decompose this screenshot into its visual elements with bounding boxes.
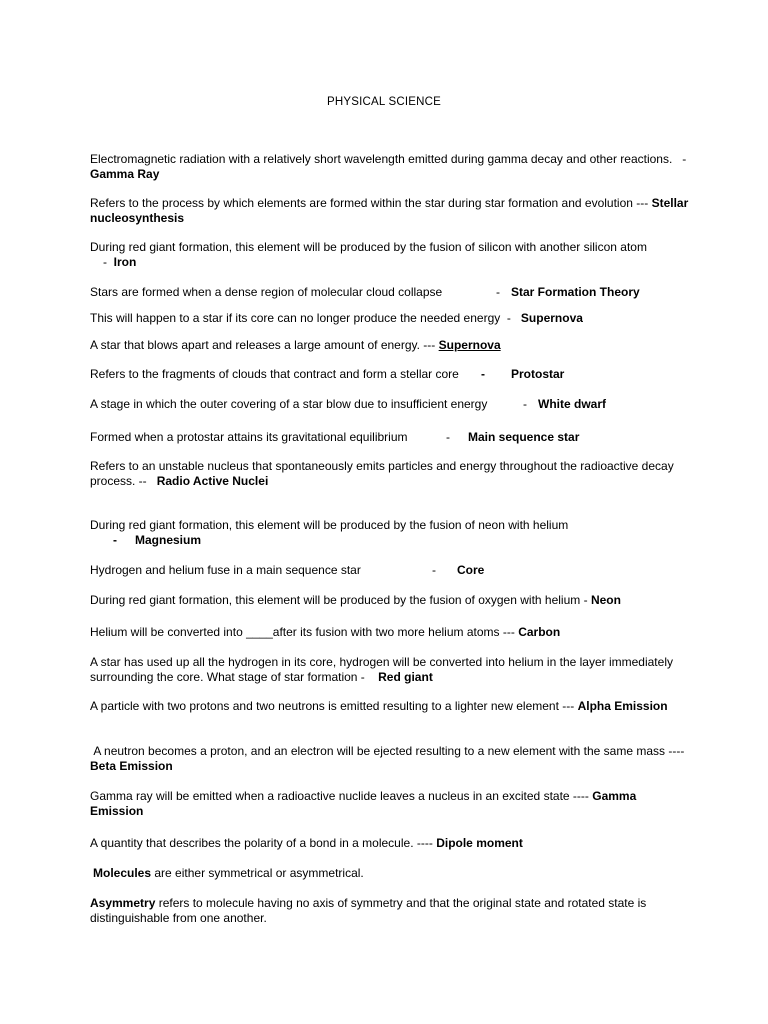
answer-text: Radio Active Nuclei <box>156 474 269 488</box>
question-text: A neutron becomes a proton, and an electron will be ejected resulting to a new element with the same mass ---- <box>90 744 688 758</box>
answer-text: Star Formation Theory <box>511 285 640 299</box>
answer-text: Protostar <box>511 367 565 381</box>
separator-text: - <box>103 255 114 269</box>
list-item <box>90 836 690 851</box>
list-item <box>90 789 690 819</box>
list-item <box>90 311 690 326</box>
list-item <box>90 866 690 881</box>
question-text: During red giant formation, this element will be produced by the fusion of silicon with another silicon atom <box>90 240 647 254</box>
list-item <box>90 563 690 578</box>
question-text: Refers to the process by which elements are formed within the star during star formation and evolution --- <box>90 196 652 210</box>
question-text: Refers to an unstable nucleus that spontaneously emits particles and energy throughout the radioactive decay process. -- <box>90 459 678 488</box>
list-item <box>90 459 690 489</box>
answer-text: Dipole moment <box>436 836 523 850</box>
question-text: A quantity that describes the polarity of a bond in a molecule. ---- <box>90 836 437 850</box>
question-text: Helium will be converted into ____after its fusion with two more helium atoms --- <box>90 625 519 639</box>
list-item <box>90 397 690 412</box>
term-text: Molecules <box>93 866 152 880</box>
list-item <box>90 655 690 685</box>
question-text: Formed when a protostar attains its gravitational equilibrium <box>90 430 408 444</box>
question-text: A star that blows apart and releases a large amount of energy. --- <box>90 338 439 352</box>
answer-text: Iron <box>113 255 137 269</box>
term-text: Asymmetry <box>90 896 156 910</box>
list-item <box>90 593 690 608</box>
question-text: Gamma ray will be emitted when a radioactive nuclide leaves a nucleus in an excited state ---- <box>90 789 593 803</box>
question-text: A star has used up all the hydrogen in its core, hydrogen will be converted into helium in the layer immediately surrounding the core. What stage of star formation - <box>90 655 677 684</box>
question-text: This will happen to a star if its core can no longer produce the needed energy - <box>90 311 521 325</box>
question-text: During red giant formation, this element will be produced by the fusion of oxygen with helium - <box>90 593 591 607</box>
answer-text: Magnesium <box>135 533 202 547</box>
answer-text: White dwarf <box>538 397 606 411</box>
separator-text: - <box>446 430 450 444</box>
answer-text: Main sequence star <box>468 430 580 444</box>
answer-text: Supernova <box>438 338 501 352</box>
question-text: A stage in which the outer covering of a star blow due to insufficient energy <box>90 397 488 411</box>
question-text: A particle with two protons and two neutrons is emitted resulting to a lighter new element --- <box>90 699 578 713</box>
question-text: Hydrogen and helium fuse in a main sequence star <box>90 563 361 577</box>
list-item <box>90 338 690 353</box>
question-text: Stars are formed when a dense region of molecular cloud collapse <box>90 285 443 299</box>
list-item <box>90 240 690 270</box>
separator-text: - <box>523 397 527 411</box>
page-title: PHYSICAL SCIENCE <box>327 96 441 108</box>
list-item <box>90 430 690 445</box>
question-text: Electromagnetic radiation with a relatively short wavelength emitted during gamma decay and other reactions. - <box>90 152 693 166</box>
list-item <box>90 896 690 926</box>
separator-text: - <box>496 285 507 299</box>
separator-text: - <box>481 367 485 381</box>
definition-text: are either symmetrical or asymmetrical. <box>151 866 364 880</box>
separator-text: - <box>113 533 117 547</box>
question-text: Refers to the fragments of clouds that contract and form a stellar core <box>90 367 459 381</box>
answer-text: Alpha Emission <box>577 699 668 713</box>
list-item <box>90 367 690 382</box>
list-item <box>90 699 690 714</box>
answer-text: Beta Emission <box>90 759 173 773</box>
list-item <box>90 285 690 300</box>
separator-text: - <box>432 563 436 577</box>
list-item <box>90 196 690 226</box>
answer-text: Gamma Emission <box>90 789 637 818</box>
question-text: During red giant formation, this element will be produced by the fusion of neon with helium <box>90 518 569 532</box>
answer-text: Gamma Ray <box>90 167 160 181</box>
answer-text: Neon <box>590 593 621 607</box>
answer-text: Core <box>457 563 485 577</box>
list-item <box>90 152 693 182</box>
definition-text: refers to molecule having no axis of symmetry and that the original state and rotated state is distinguishable from one another. <box>90 896 650 925</box>
list-item <box>90 625 690 640</box>
answer-text: Supernova <box>520 311 583 325</box>
list-item <box>90 744 690 774</box>
answer-text: Red giant <box>378 670 433 684</box>
list-item <box>90 518 690 548</box>
answer-text: Carbon <box>518 625 561 639</box>
answer-text: Stellar nucleosynthesis <box>90 196 689 225</box>
